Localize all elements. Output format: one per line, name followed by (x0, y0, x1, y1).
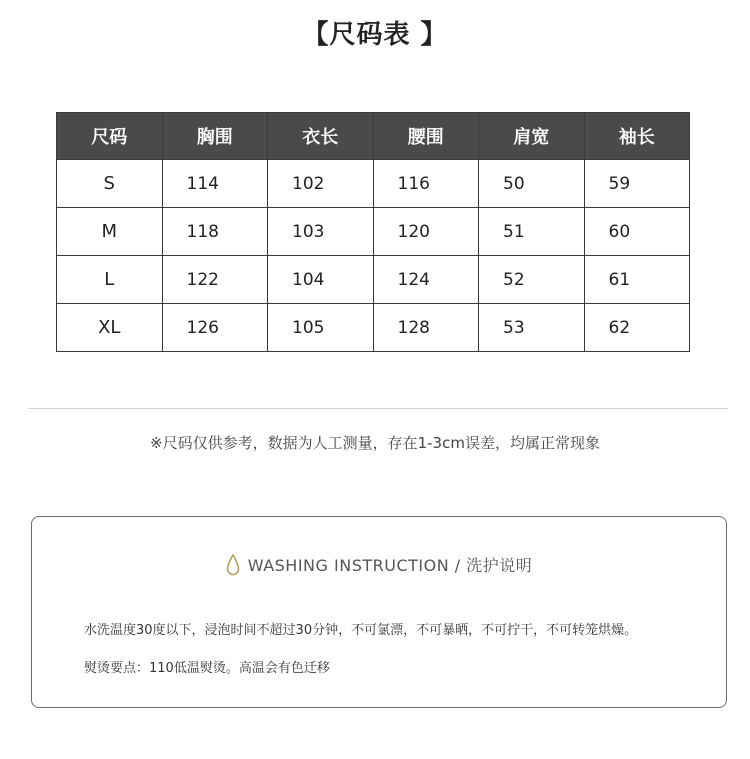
table-row (57, 256, 690, 304)
size-chart-table (56, 112, 690, 352)
table-row (57, 304, 690, 352)
cell-chest: 126 (162, 304, 268, 352)
cell-size: S (57, 160, 163, 208)
cell-chest: 122 (162, 256, 268, 304)
cell-waist: 116 (373, 160, 479, 208)
header-waist: 腰围 (373, 113, 479, 160)
header-shoulder: 肩宽 (479, 113, 585, 160)
table-header-row (57, 113, 690, 160)
header-size: 尺码 (57, 113, 163, 160)
cell-length: 104 (268, 256, 374, 304)
cell-size: L (57, 256, 163, 304)
water-drop-icon (226, 553, 240, 577)
cell-length: 103 (268, 208, 374, 256)
table-row (57, 208, 690, 256)
header-chest: 胸围 (162, 113, 268, 160)
cell-shoulder: 50 (479, 160, 585, 208)
measurement-note: ※尺码仅供参考，数据为人工测量，存在1-3cm误差，均属正常现象 (150, 434, 600, 452)
cell-sleeve: 62 (584, 304, 690, 352)
table-row (57, 160, 690, 208)
cell-shoulder: 52 (479, 256, 585, 304)
cell-length: 102 (268, 160, 374, 208)
washing-header-text: WASHING INSTRUCTION / 洗护说明 (247, 556, 533, 575)
cell-length: 105 (268, 304, 374, 352)
header-length: 衣长 (268, 113, 374, 160)
cell-waist: 120 (373, 208, 479, 256)
washing-instruction-box (31, 516, 727, 708)
header-sleeve: 袖长 (584, 113, 690, 160)
cell-waist: 124 (373, 256, 479, 304)
cell-chest: 114 (162, 160, 268, 208)
cell-shoulder: 53 (479, 304, 585, 352)
cell-shoulder: 51 (479, 208, 585, 256)
cell-chest: 118 (162, 208, 268, 256)
cell-sleeve: 61 (584, 256, 690, 304)
cell-size: M (57, 208, 163, 256)
cell-waist: 128 (373, 304, 479, 352)
washing-instruction-text: 水洗温度30度以下，浸泡时间不超过30分钟，不可氯漂，不可暴晒，不可拧干，不可转笼烘燥。 (84, 623, 638, 638)
cell-sleeve: 59 (584, 160, 690, 208)
cell-sleeve: 60 (584, 208, 690, 256)
cell-size: XL (57, 304, 163, 352)
ironing-instruction-text: 熨烫要点：110低温熨烫。高温会有色迁移 (84, 661, 330, 676)
page-title: 【尺码表 】 (302, 20, 448, 50)
section-divider (28, 408, 728, 409)
washing-header (32, 553, 726, 577)
